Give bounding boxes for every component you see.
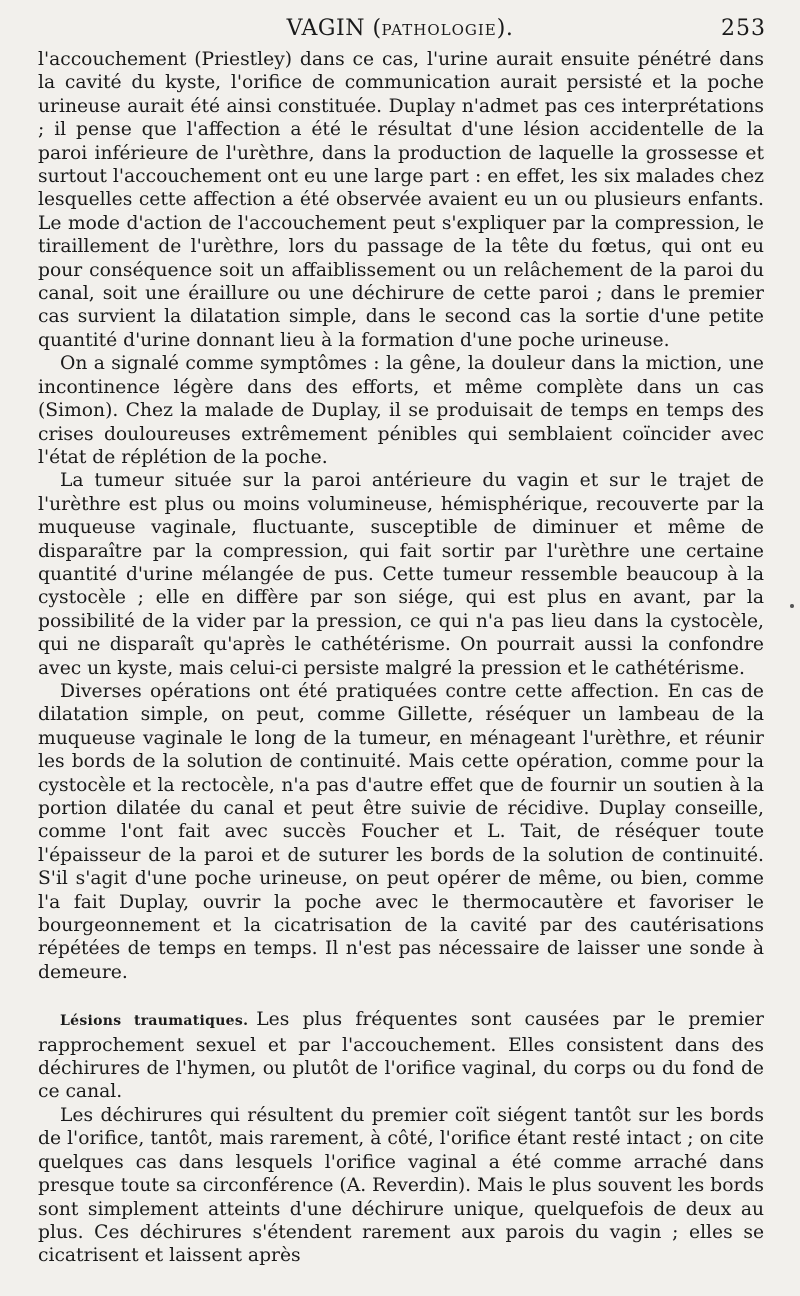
paragraph-symptoms: On a signalé comme symptômes : la gêne, la douleur dans la miction, une incontinence légère dans des efforts, et même complète dans un cas (Simon). Chez la malade de Duplay, il se produisait de temps en temps des crises douloureuses extrêmement pénibles qui semblaient coïncider avec l'état de réplétion de la poche. <box>38 353 764 468</box>
page-number: 253 <box>721 16 766 41</box>
section-lead-text: Les plus fréquentes sont causées par le premier rapprochement sexuel et par l'accouchement. Elles consistent dans des déchirures de l'hymen, ou plutôt de l'orifice vaginal, du corps ou du fond de ce canal. <box>38 1009 764 1103</box>
running-head-open-paren: ( <box>372 16 382 41</box>
running-head-title: VAGIN <box>286 16 365 41</box>
running-head-section: PATHOLOGIE <box>381 21 497 39</box>
paragraph-traumatic-lesions <box>38 1008 764 1104</box>
section-heading: Lésions traumatiques. <box>60 1013 249 1030</box>
paragraph-operations: Diverses opérations ont été pratiquées contre cette affection. En cas de dilatation simple, on peut, comme Gillette, réséquer un lambeau de la muqueuse vaginale le long de la tumeur, en ménageant l'urèthre, et réunir les bords de la solution de continuité. Mais cette opération, comme pour la cystocèle et la rectocèle, n'a pas d'autre effet que de fournir un soutien à la portion dilatée du canal et peut être suivie de récidive. Duplay conseille, comme l'ont fait avec succès Foucher et L. Tait, de réséquer toute l'épaisseur de la paroi et de suturer les bords de la solution de continuité. S'il s'agit d'une poche urineuse, on peut opérer de même, ou bien, comme l'a fait Duplay, ouvrir la poche avec le thermocautère et favoriser le bourgeonnement et la cicatrisation de la cavité par des cautérisations répétées de temps en temps. Il n'est pas nécessaire de laisser une sonde à demeure. <box>38 680 764 983</box>
page-header <box>0 16 800 48</box>
paragraph-tears: Les déchirures qui résultent du premier coït siégent tantôt sur les bords de l'orifice, tantôt, mais rarement, à côté, l'orifice étant resté intact ; on cite quelques cas dans lesquels l'orifice vaginal a été comme arraché dans presque toute sa circonférence (A. Reverdin). Mais le plus souvent les bords sont simplement atteints d'une déchirure unique, quelquefois de deux au plus. Ces déchirures s'étendent rarement aux parois du vagin ; elles se cicatrisent et laissent après <box>38 1104 764 1267</box>
running-head-close-paren: ). <box>496 16 514 41</box>
paragraph-continued: l'accouchement (Priestley) dans ce cas, l'urine aurait ensuite pénétré dans la cavité du kyste, l'orifice de communication aurait persisté et la poche urineuse aurait été ainsi constituée. Duplay n'admet pas ces interprétations ; il pense que l'affection a été le résultat d'une lésion accidentelle de la paroi inférieure de l'urèthre, dans la production de laquelle la grossesse et surtout l'accouchement ont eu une large part : en effet, les six malades chez lesquelles cette affection a été observée avaient eu un ou plusieurs enfants. Le mode d'action de l'accouchement peut s'expliquer par la compression, le tiraillement de l'urèthre, lors du passage de la tête du fœtus, qui ont eu pour conséquence soit un affaiblissement ou un relâchement de la paroi du canal, soit une éraillure ou une déchirure de cette paroi ; dans le premier cas survient la dilatation simple, dans le second cas la sortie d'une petite quantité d'urine donnant lieu à la formation d'une poche urineuse. <box>38 49 764 351</box>
section-gap <box>38 984 764 1008</box>
running-head <box>0 16 800 41</box>
print-speck <box>790 604 794 608</box>
paragraph-tumour: La tumeur située sur la paroi antérieure du vagin et sur le trajet de l'urèthre est plus ou moins volumineuse, hémisphérique, recouverte par la muqueuse vaginale, fluctuante, susceptible de diminuer et même de disparaître par la compression, qui fait sortir par l'urèthre une certaine quantité d'urine mélangée de pus. Cette tumeur ressemble beaucoup à la cystocèle ; elle en diffère par son siége, qui est plus en avant, par la possibilité de la vider par la pression, ce qui n'a pas lieu dans la cystocèle, qui ne disparaît qu'après le cathétérisme. On pourrait aussi la confondre avec un kyste, mais celui-ci persiste malgré la pression et le cathétérisme. <box>38 470 764 679</box>
page-body <box>38 48 764 1268</box>
